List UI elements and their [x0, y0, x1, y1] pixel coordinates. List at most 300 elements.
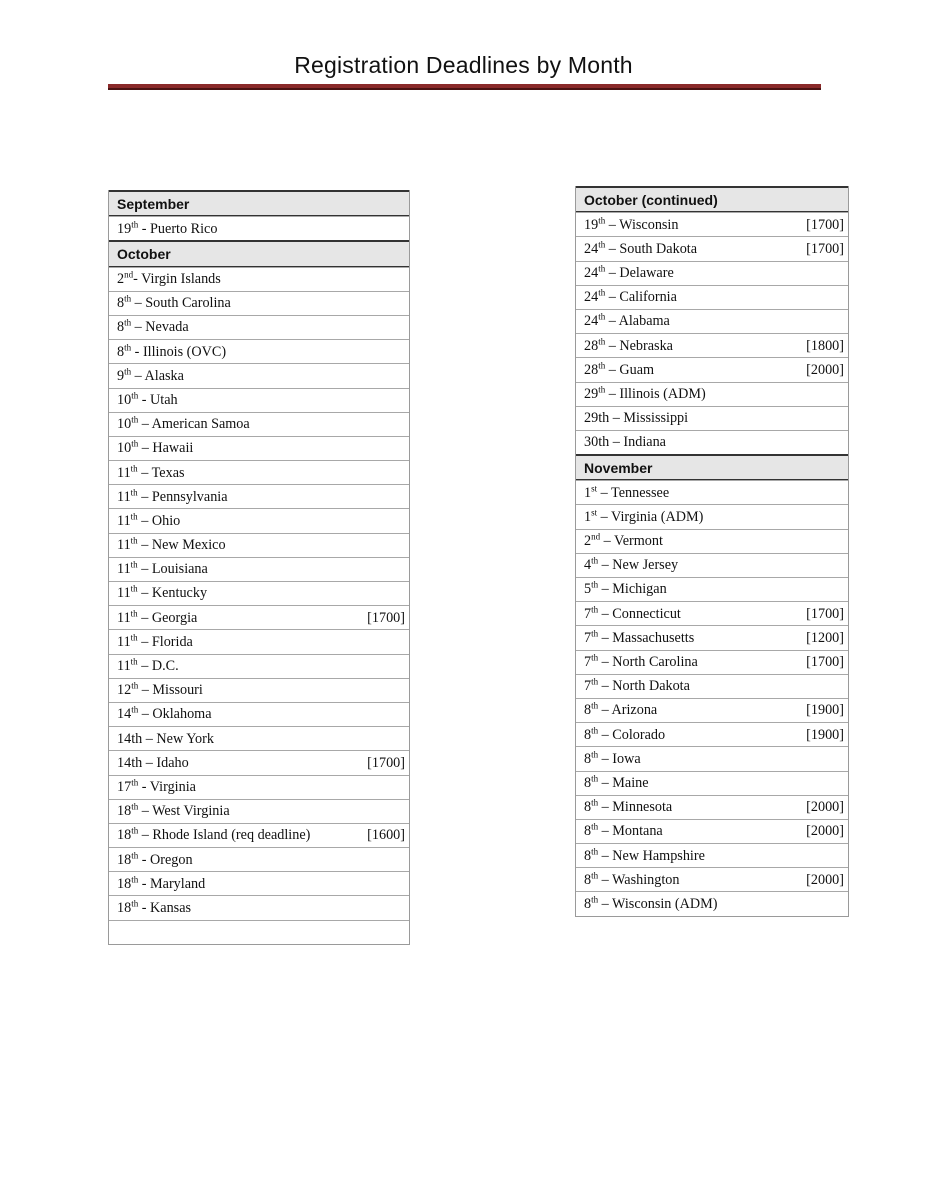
state-name: Vermont: [614, 533, 663, 550]
day-number: 30th: [584, 434, 610, 451]
deadline-row: [109, 750, 409, 774]
separator: -: [131, 343, 143, 360]
deadline-row: [109, 895, 409, 919]
state-name: Kentucky: [151, 585, 208, 602]
deadline-row: [109, 581, 409, 605]
ordinal-suffix: th: [591, 555, 599, 566]
state-name: American Samoa: [151, 416, 250, 433]
separator: –: [142, 754, 157, 771]
day-number: 7: [584, 678, 592, 695]
separator: -: [138, 899, 151, 916]
deadline-row: [576, 480, 848, 504]
day-number: 18: [117, 899, 132, 916]
state-entry: [117, 801, 230, 820]
day-number: 9: [117, 367, 125, 384]
deadline-row: [576, 406, 848, 430]
day-number: 24: [584, 313, 599, 330]
deadline-time: [1900]: [806, 726, 844, 743]
separator: –: [137, 537, 152, 554]
state-entry: [117, 583, 208, 602]
separator: –: [605, 216, 620, 233]
state-name: Louisiana: [151, 561, 208, 578]
day-number: 18: [117, 875, 132, 892]
state-name: Alaska: [144, 367, 184, 384]
ordinal-suffix: th: [130, 487, 138, 497]
deadline-row: [576, 261, 848, 285]
state-name: Delaware: [619, 265, 674, 282]
separator: –: [598, 847, 613, 864]
state-name: Wisconsin (ADM): [612, 895, 718, 912]
state-entry: [117, 777, 196, 795]
ordinal-suffix: th: [130, 535, 138, 546]
separator: –: [598, 557, 613, 574]
deadline-time: [1700]: [806, 216, 844, 233]
day-number: 18: [117, 827, 132, 844]
state-entry: [117, 607, 198, 626]
deadline-row: [576, 891, 848, 915]
day-number: 11: [117, 488, 131, 505]
empty-row: [109, 920, 409, 944]
deadline-row: [109, 847, 409, 871]
deadline-row: [109, 605, 409, 629]
state-name: New Mexico: [151, 537, 226, 554]
separator: –: [597, 484, 612, 501]
separator: –: [598, 895, 613, 912]
state-name: Virginia (ADM): [611, 508, 704, 525]
page-title: Registration Deadlines by Month: [294, 52, 633, 78]
state-entry: [117, 414, 250, 433]
separator: –: [598, 629, 613, 646]
ordinal-suffix: th: [598, 311, 606, 322]
ordinal-suffix: th: [591, 603, 599, 614]
day-number: 8: [584, 871, 592, 888]
day-number: 12: [117, 682, 132, 699]
deadline-row: [576, 309, 848, 333]
ordinal-suffix: th: [591, 652, 599, 663]
separator: –: [598, 774, 613, 791]
state-name: Hawaii: [152, 440, 194, 457]
deadline-row: [109, 460, 409, 484]
separator: –: [131, 367, 145, 384]
state-name: Montana: [612, 823, 663, 840]
state-entry: [117, 874, 206, 892]
state-name: North Dakota: [612, 678, 690, 695]
state-entry: [584, 555, 679, 574]
day-number: 8: [117, 343, 125, 360]
deadline-row: [109, 654, 409, 678]
state-name: Guam: [619, 361, 655, 378]
separator: –: [598, 726, 613, 743]
state-entry: [584, 411, 688, 425]
ordinal-suffix: th: [598, 239, 606, 250]
state-entry: [584, 360, 655, 378]
ordinal-suffix: th: [131, 849, 139, 860]
deadline-time: [1700]: [806, 240, 844, 257]
deadline-row: [109, 775, 409, 799]
separator: –: [138, 440, 153, 457]
state-entry: [117, 898, 192, 916]
state-name: Florida: [151, 633, 193, 650]
ordinal-suffix: th: [598, 335, 606, 346]
state-entry: [584, 263, 674, 282]
right-deadlines-table: [575, 186, 849, 917]
separator: –: [137, 512, 152, 529]
state-name: Michigan: [612, 581, 667, 598]
deadline-row: [109, 216, 409, 240]
state-name: Utah: [150, 391, 178, 408]
day-number: 18: [117, 803, 132, 820]
month-header: October (continued): [576, 186, 848, 212]
day-number: 11: [117, 658, 131, 675]
separator: –: [137, 464, 152, 481]
state-name: Tennessee: [611, 484, 670, 501]
day-number: 28: [584, 361, 599, 378]
state-name: Maine: [612, 774, 649, 791]
separator: –: [142, 730, 157, 747]
state-entry: [584, 700, 658, 719]
deadline-row: [576, 795, 848, 819]
deadline-row: [576, 504, 848, 528]
deadline-time: [1200]: [806, 629, 844, 646]
ordinal-suffix: th: [131, 390, 139, 401]
deadline-row: [576, 333, 848, 357]
day-number: 11: [117, 609, 131, 626]
day-number: 28: [584, 337, 599, 354]
deadline-row: [109, 436, 409, 460]
ordinal-suffix: th: [130, 583, 138, 594]
state-entry: [584, 214, 679, 233]
state-name: D.C.: [151, 658, 179, 675]
deadline-row: [576, 771, 848, 795]
state-name: Minnesota: [612, 799, 673, 816]
separator: –: [131, 295, 146, 312]
separator: –: [138, 682, 153, 699]
separator: –: [605, 385, 620, 402]
state-entry: [584, 531, 663, 550]
state-entry: [117, 317, 189, 336]
state-entry: [584, 676, 690, 695]
state-name: Nebraska: [619, 337, 673, 354]
ordinal-suffix: th: [591, 845, 599, 856]
day-number: 8: [584, 799, 592, 816]
state-entry: [584, 579, 667, 598]
state-entry: [584, 797, 673, 816]
deadline-row: [109, 315, 409, 339]
ordinal-suffix: th: [124, 366, 132, 377]
deadline-time: [1800]: [806, 337, 844, 354]
deadline-row: [109, 871, 409, 895]
day-number: 14th: [117, 730, 143, 747]
ordinal-suffix: th: [591, 579, 599, 590]
deadline-time: [1900]: [806, 702, 844, 719]
state-name: New Jersey: [612, 557, 679, 574]
state-name: Iowa: [612, 750, 641, 767]
separator: –: [598, 605, 613, 622]
deadline-row: [576, 285, 848, 309]
ordinal-suffix: th: [598, 287, 606, 298]
day-number: 8: [117, 319, 125, 336]
deadline-row: [576, 212, 848, 236]
state-entry: [117, 559, 208, 578]
state-name: Illinois (ADM): [619, 385, 706, 402]
separator: –: [605, 337, 620, 354]
deadline-row: [109, 412, 409, 436]
ordinal-suffix: th: [598, 263, 606, 274]
ordinal-suffix: th: [130, 656, 138, 667]
state-entry: [117, 390, 178, 408]
day-number: 19: [584, 216, 599, 233]
ordinal-suffix: th: [130, 607, 138, 618]
state-name: Puerto Rico: [150, 220, 218, 237]
ordinal-suffix: th: [131, 680, 139, 691]
deadline-row: [109, 291, 409, 315]
state-name: Ohio: [151, 512, 181, 529]
deadline-row: [576, 843, 848, 867]
state-name: New Hampshire: [612, 847, 705, 864]
deadline-time: [1600]: [367, 827, 405, 844]
state-name: Alabama: [618, 313, 670, 330]
separator: –: [137, 633, 152, 650]
state-name: Oregon: [150, 851, 193, 868]
deadline-row: [109, 363, 409, 387]
ordinal-suffix: th: [591, 700, 599, 711]
deadline-row: [576, 625, 848, 649]
ordinal-suffix: th: [591, 870, 599, 880]
state-entry: [117, 341, 227, 360]
ordinal-suffix: th: [598, 214, 606, 225]
separator: -: [138, 778, 150, 795]
day-number: 11: [117, 512, 131, 529]
state-name: Maryland: [150, 875, 206, 892]
separator: –: [605, 289, 620, 306]
deadline-time: [2000]: [806, 871, 844, 888]
separator: -: [133, 271, 142, 288]
state-entry: [584, 287, 677, 306]
deadline-row: [576, 746, 848, 770]
state-name: Connecticut: [612, 605, 681, 622]
deadline-row: [109, 823, 409, 847]
deadline-row: [109, 267, 409, 291]
ordinal-suffix: th: [130, 511, 138, 522]
ordinal-suffix: th: [131, 777, 139, 788]
state-entry: [117, 487, 228, 505]
deadline-time: [1700]: [367, 609, 405, 626]
ordinal-suffix: th: [591, 773, 599, 784]
day-number: 11: [117, 464, 131, 481]
day-number: 18: [117, 851, 132, 868]
state-entry: [117, 269, 221, 288]
ordinal-suffix: th: [130, 632, 138, 643]
deadline-row: [576, 722, 848, 746]
state-name: South Dakota: [619, 240, 698, 257]
state-entry: [117, 438, 194, 457]
ordinal-suffix: th: [591, 676, 599, 687]
day-number: 24: [584, 289, 599, 306]
day-number: 14th: [117, 754, 143, 771]
state-name: New York: [156, 730, 214, 747]
day-number: 8: [584, 702, 592, 719]
state-entry: [584, 724, 666, 743]
separator: –: [598, 654, 613, 671]
separator: –: [138, 803, 153, 820]
deadline-row: [576, 553, 848, 577]
state-entry: [117, 293, 231, 312]
ordinal-suffix: th: [131, 218, 139, 229]
day-number: 1: [584, 508, 592, 525]
separator: –: [137, 658, 152, 675]
separator: –: [598, 750, 613, 767]
state-entry: [584, 894, 718, 912]
day-number: 5: [584, 581, 592, 598]
state-name: Arizona: [611, 702, 658, 719]
day-number: 8: [117, 295, 125, 312]
ordinal-suffix: th: [131, 438, 139, 449]
state-name: Illinois (OVC): [142, 343, 227, 360]
ordinal-suffix: th: [591, 749, 599, 760]
state-name: South Carolina: [145, 295, 231, 312]
day-number: 19: [117, 220, 132, 237]
day-number: 17: [117, 778, 132, 795]
deadline-time: [2000]: [806, 823, 844, 840]
ordinal-suffix: th: [591, 797, 599, 808]
state-entry: [584, 628, 695, 646]
day-number: 11: [117, 537, 131, 554]
state-name: Massachusetts: [612, 629, 695, 646]
day-number: 11: [117, 633, 131, 650]
separator: –: [138, 706, 153, 723]
state-name: Georgia: [151, 609, 198, 626]
ordinal-suffix: th: [598, 384, 606, 395]
state-name: Pennsylvania: [151, 488, 228, 505]
separator: –: [598, 678, 613, 695]
ordinal-suffix: st: [591, 483, 598, 493]
separator: –: [137, 561, 152, 578]
separator: –: [598, 823, 613, 840]
separator: –: [598, 581, 613, 598]
deadline-row: [109, 533, 409, 557]
state-name: Oklahoma: [152, 706, 212, 723]
state-entry: [584, 870, 680, 888]
deadline-row: [109, 678, 409, 702]
deadline-row: [109, 388, 409, 412]
deadline-row: [109, 799, 409, 823]
day-number: 29th: [584, 410, 610, 427]
separator: -: [138, 875, 151, 892]
ordinal-suffix: th: [591, 894, 599, 905]
separator: –: [605, 313, 619, 330]
state-entry: [117, 756, 189, 770]
deadline-row: [576, 698, 848, 722]
separator: –: [131, 319, 146, 336]
day-number: 11: [117, 561, 131, 578]
day-number: 8: [584, 774, 592, 791]
deadline-time: [2000]: [806, 799, 844, 816]
deadline-row: [576, 650, 848, 674]
day-number: 29: [584, 385, 599, 402]
ordinal-suffix: th: [131, 898, 139, 909]
day-number: 8: [584, 823, 592, 840]
state-entry: [117, 218, 218, 237]
state-name: Mississippi: [623, 410, 689, 427]
month-header: November: [576, 454, 848, 480]
day-number: 1: [584, 484, 592, 501]
state-entry: [117, 680, 203, 699]
state-entry: [584, 239, 698, 257]
state-name: Nevada: [145, 319, 189, 336]
deadline-row: [576, 674, 848, 698]
deadline-row: [109, 702, 409, 726]
ordinal-suffix: th: [591, 821, 599, 832]
state-entry: [117, 462, 185, 481]
separator: –: [597, 508, 612, 525]
day-number: 24: [584, 265, 599, 282]
day-number: 2: [584, 533, 592, 550]
day-number: 10: [117, 416, 132, 433]
state-entry: [117, 704, 212, 723]
state-name: Virgin Islands: [141, 271, 221, 288]
state-entry: [584, 652, 698, 671]
state-name: California: [619, 289, 677, 306]
deadline-row: [109, 629, 409, 653]
day-number: 7: [584, 654, 592, 671]
ordinal-suffix: th: [124, 341, 132, 352]
separator: –: [609, 410, 624, 427]
state-name: Indiana: [623, 434, 666, 451]
deadline-row: [576, 382, 848, 406]
day-number: 24: [584, 240, 599, 257]
ordinal-suffix: th: [130, 559, 138, 570]
deadline-row: [576, 867, 848, 891]
separator: –: [138, 416, 152, 433]
deadline-row: [109, 557, 409, 581]
state-name: Wisconsin: [619, 216, 679, 233]
state-entry: [117, 732, 214, 746]
state-name: Washington: [612, 871, 680, 888]
state-entry: [584, 773, 649, 791]
separator: –: [600, 533, 615, 550]
state-name: Colorado: [612, 726, 666, 743]
day-number: 8: [584, 895, 592, 912]
ordinal-suffix: th: [591, 628, 599, 639]
ordinal-suffix: th: [130, 462, 138, 473]
state-entry: [117, 511, 181, 529]
deadline-row: [109, 339, 409, 363]
ordinal-suffix: th: [124, 317, 132, 328]
separator: –: [137, 488, 152, 505]
state-entry: [117, 632, 193, 650]
deadline-row: [109, 726, 409, 750]
deadline-time: [1700]: [367, 754, 405, 771]
state-entry: [584, 749, 641, 767]
state-name: Rhode Island (req deadline): [152, 827, 311, 844]
separator: -: [138, 220, 151, 237]
ordinal-suffix: th: [131, 801, 139, 812]
day-number: 10: [117, 440, 132, 457]
day-number: 8: [584, 750, 592, 767]
separator: –: [137, 585, 152, 602]
deadline-row: [576, 357, 848, 381]
month-header: October: [109, 240, 409, 266]
state-entry: [584, 507, 704, 525]
state-name: North Carolina: [612, 654, 698, 671]
day-number: 8: [584, 847, 592, 864]
state-entry: [117, 656, 179, 675]
deadline-row: [109, 508, 409, 532]
separator: –: [605, 240, 620, 257]
day-number: 14: [117, 706, 132, 723]
separator: -: [138, 391, 151, 408]
day-number: 8: [584, 726, 592, 743]
